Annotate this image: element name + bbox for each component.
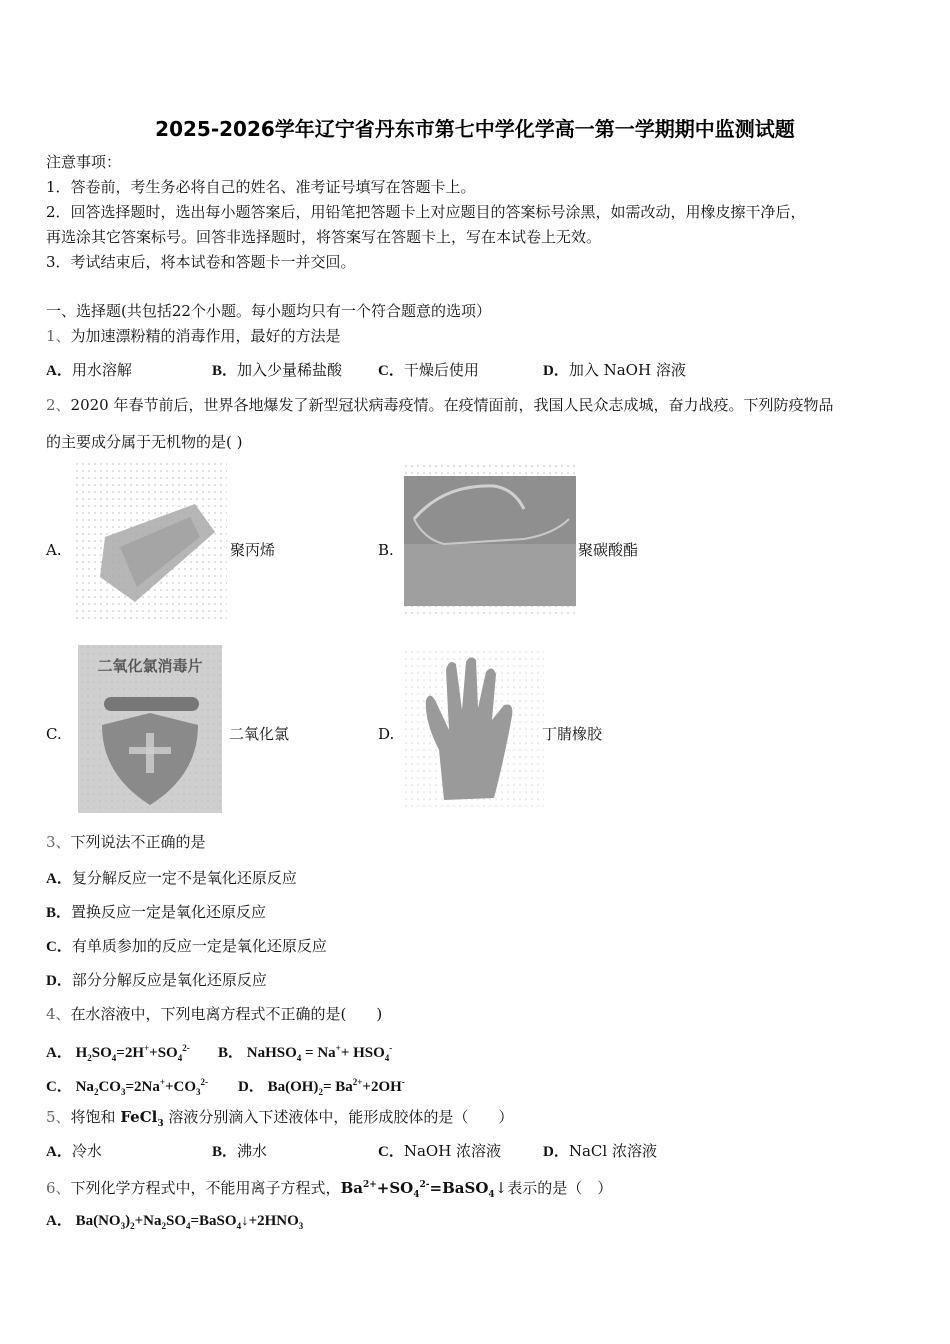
formula: $Ba(NO_3)_2+Na_2SO_4=BaSO_4↓+2HNO_3$: [75, 1213, 304, 1231]
formula: NaHSO$_4$ = $Na^++ HSO_4^-$: [246, 1043, 393, 1063]
q2-option-a-label[interactable]: A.: [46, 541, 62, 559]
option-label: B．: [46, 905, 72, 921]
option-text: NaOH 浓溶液: [403, 1142, 502, 1160]
q4-option-b[interactable]: [218, 1038, 392, 1068]
q2-option-a-text: 聚丙烯: [230, 541, 276, 559]
option-text: 冷水: [71, 1142, 102, 1160]
section-heading: 一、选择题(共包括22个小题。每小题均只有一个符合题意的选项）: [46, 302, 491, 320]
option-label: D．: [543, 363, 569, 379]
option-text: 用水溶解: [71, 361, 132, 379]
q2-option-d-label[interactable]: D.: [378, 725, 395, 743]
formula: $Ba(OH)_2= Ba^{2+}+2OH^-$: [267, 1077, 405, 1097]
option-text: 加入少量稀盐酸: [237, 361, 343, 379]
option-label: B．: [212, 363, 238, 379]
option-label: C．: [378, 363, 404, 379]
q4-option-a[interactable]: [46, 1038, 190, 1068]
question-number: 6、: [46, 1179, 71, 1197]
question-6-stem: [46, 1175, 612, 1205]
notice-heading: 注意事项：: [46, 153, 122, 171]
question-text: 在水溶液中，下列电离方程式不正确的是( ): [70, 1005, 383, 1023]
option-text: 加入 NaOH 溶液: [568, 361, 686, 379]
q6-option-a[interactable]: [46, 1211, 303, 1236]
notice-item-2-cont: 再选涂其它答案标号。回答非选择题时，将答案写在答题卡上，写在本试卷上无效。: [46, 228, 602, 246]
option-text: 有单质参加的反应一定是氧化还原反应: [71, 937, 327, 955]
option-label: B．: [218, 1045, 244, 1061]
option-label: A．: [46, 1213, 72, 1229]
q3-option-a[interactable]: [46, 868, 297, 889]
question-text: 2020 年春节前后，世界各地爆发了新型冠状病毒疫情。在疫情面前，我国人民众志成城，奋力战疫。下列防疫物品: [70, 396, 834, 414]
page-title: 2025-2026学年辽宁省丹东市第七中学化学高一第一学期期中监测试题: [155, 117, 795, 141]
notice-item-2: 2．回答选择题时，选出每小题答案后，用铅笔把答题卡上对应题目的答案标号涂黑，如需改动，用橡皮擦干净后，: [46, 203, 806, 221]
option-label: D．: [46, 973, 72, 989]
q5-option-b[interactable]: [212, 1141, 267, 1162]
option-label: C．: [46, 939, 72, 955]
q2-option-c-text: 二氧化氯: [229, 725, 290, 743]
option-text: 沸水: [237, 1142, 268, 1160]
q5-option-a[interactable]: [46, 1141, 102, 1162]
option-text: 复分解反应一定不是氧化还原反应: [71, 869, 297, 887]
goggles-image: [404, 464, 576, 619]
question-number: 5、: [46, 1108, 71, 1126]
option-text: 置换反应一定是氧化还原反应: [71, 903, 267, 921]
question-text: 下列化学方程式中，不能用离子方程式，$Ba^{2+}+SO_4^{2-}=BaSO_4↓$表示的是（ ）: [70, 1179, 613, 1200]
question-text: 为加速漂粉精的消毒作用，最好的方法是: [70, 327, 341, 345]
question-text: 将饱和 FeCl$_3$ 溶液分别滴入下述液体中，能形成胶体的是（ ）: [70, 1108, 514, 1129]
q2-option-b-label[interactable]: B.: [378, 541, 394, 559]
q2-option-c-label[interactable]: C.: [46, 725, 62, 743]
option-label: C．: [46, 1079, 72, 1095]
question-number: 3、: [46, 833, 71, 851]
box-label: 二氧化氯消毒片: [97, 657, 203, 675]
q4-option-c[interactable]: [46, 1072, 208, 1102]
q4-option-d[interactable]: [238, 1072, 405, 1102]
q1-option-c[interactable]: [378, 360, 479, 381]
q5-option-c[interactable]: [378, 1141, 501, 1162]
mask-image: [75, 462, 227, 622]
q1-option-a[interactable]: [46, 360, 132, 381]
q5-option-d[interactable]: [543, 1141, 657, 1162]
q2-option-d-text: 丁腈橡胶: [542, 725, 603, 743]
option-label: B．: [212, 1144, 238, 1160]
question-5-stem: [46, 1107, 513, 1134]
option-text: 干燥后使用: [403, 361, 479, 379]
question-2-stem: [46, 395, 834, 415]
formula: $H_2SO_4=2H^++SO_4^{2-}$: [75, 1043, 190, 1063]
question-4-stem: [46, 1004, 382, 1024]
notice-item-3: 3．考试结束后，将本试卷和答题卡一并交回。: [46, 253, 356, 271]
option-label: C．: [378, 1144, 404, 1160]
glove-image: [404, 650, 544, 810]
question-text: 下列说法不正确的是: [70, 833, 206, 851]
option-label: A．: [46, 871, 72, 887]
question-number: 4、: [46, 1005, 71, 1023]
q3-option-d[interactable]: [46, 970, 267, 991]
q2-option-b-text: 聚碳酸酯: [578, 541, 639, 559]
option-label: A．: [46, 1045, 72, 1061]
question-2-stem-cont: 的主要成分属于无机物的是( ): [46, 433, 243, 451]
question-1-stem: [46, 326, 341, 346]
question-number: 2、: [46, 396, 71, 414]
question-number: 1、: [46, 327, 71, 345]
q1-option-d[interactable]: [543, 360, 686, 381]
option-text: 部分分解反应是氧化还原反应: [71, 971, 267, 989]
notice-item-1: 1．答卷前，考生务必将自己的姓名、准考证号填写在答题卡上。: [46, 178, 476, 196]
disinfectant-tablet-box-image: [74, 645, 226, 813]
option-text: NaCl 浓溶液: [568, 1142, 657, 1160]
q1-option-b[interactable]: [212, 360, 342, 381]
q3-option-b[interactable]: [46, 902, 266, 923]
question-3-stem: [46, 832, 206, 852]
option-label: A．: [46, 363, 72, 379]
formula: $Na_2CO_3=2Na^++CO_3^{2-}$: [75, 1077, 209, 1097]
option-label: D．: [543, 1144, 569, 1160]
option-label: A．: [46, 1144, 72, 1160]
q3-option-c[interactable]: [46, 936, 327, 957]
option-label: D．: [238, 1079, 264, 1095]
